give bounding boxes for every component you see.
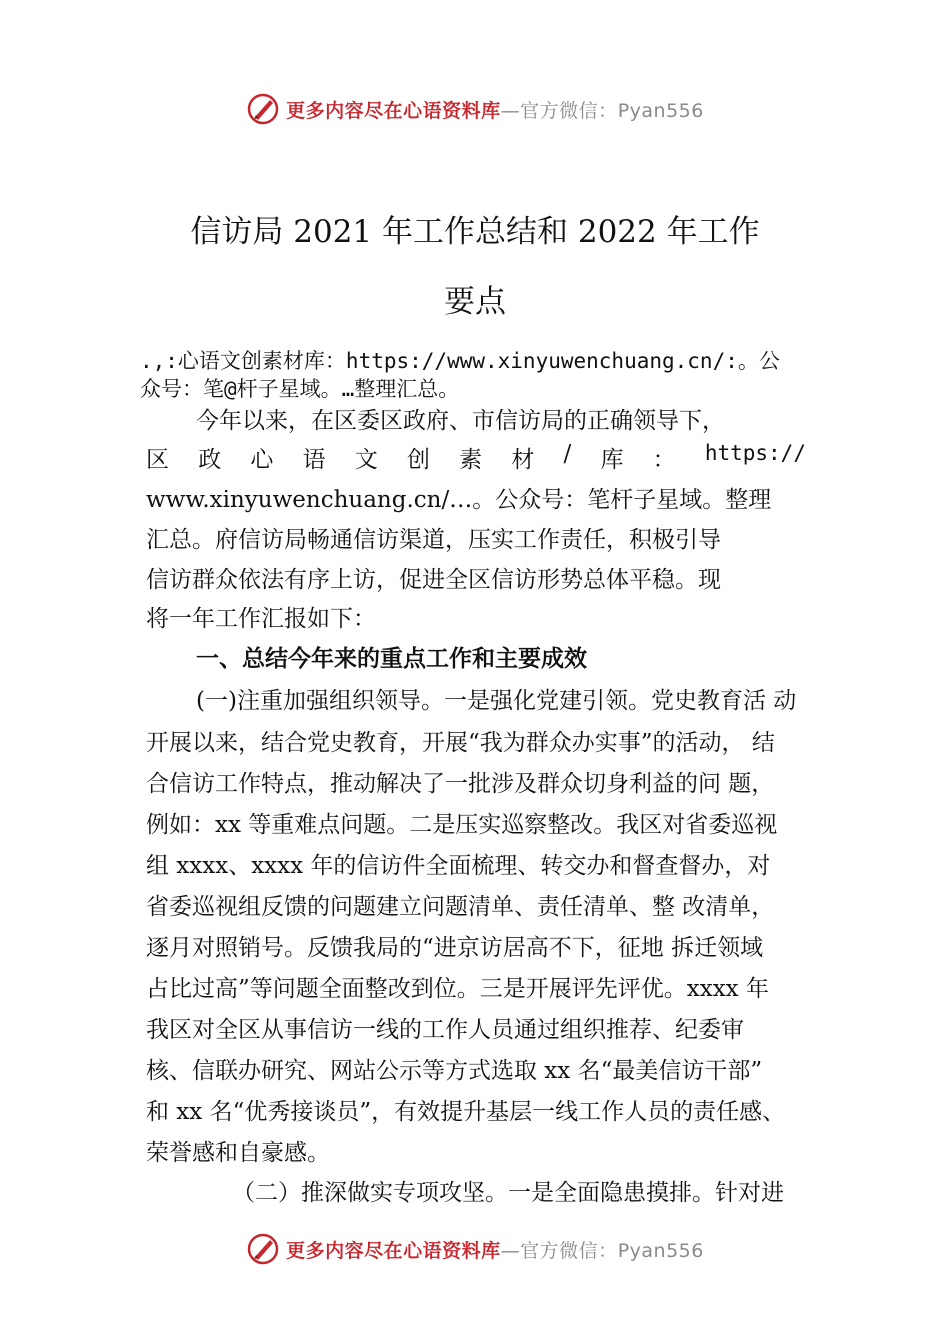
spread-char: 心 bbox=[250, 447, 274, 473]
intro-line6: 将一年工作汇报如下： bbox=[146, 606, 376, 632]
spread-char: https:// bbox=[704, 441, 806, 465]
intro-line3: www.xinyuwenchuang.cn/…。公众号：笔杆子星域。整理 bbox=[146, 487, 772, 513]
para1-line: 省委巡视组反馈的问题建立问题清单、责任清单、整 改清单， bbox=[146, 894, 775, 920]
para1-line: (一)注重加强组织领导。一是强化党建引领。党史教育活 动 bbox=[196, 688, 797, 714]
para1-line: 荣誉感和自豪感。 bbox=[146, 1140, 330, 1166]
watermark-dash: — bbox=[500, 1239, 521, 1262]
watermark-brand: 更多内容尽在心语资料库 bbox=[286, 99, 501, 122]
watermark-brand: 更多内容尽在心语资料库 bbox=[286, 1239, 501, 1262]
watermark-wechat-label: 官方微信： bbox=[520, 99, 618, 122]
para1-line: 组 xxxx、xxxx 年的信访件全面梳理、转交办和督查督办，对 bbox=[146, 853, 771, 879]
intro-line2-spread bbox=[146, 441, 806, 474]
intro-line4: 汇总。府信访局畅通信访渠道，压实工作责任，积极引导 bbox=[146, 527, 721, 553]
source-note-line2: 众号：笔@杆子星域。…整理汇总。 bbox=[140, 377, 460, 401]
intro-line5: 信访群众依法有序上访，促进全区信访形势总体平稳。现 bbox=[146, 567, 721, 593]
spread-char: 创 bbox=[406, 447, 430, 473]
spread-char: 区 bbox=[146, 447, 169, 473]
spread-char: 文 bbox=[354, 447, 378, 473]
pen-circle-logo-icon bbox=[246, 92, 280, 126]
para1-line: 合信访工作特点，推动解决了一批涉及群众切身利益的问 题， bbox=[146, 771, 775, 797]
watermark-text bbox=[286, 1236, 704, 1263]
header-watermark bbox=[0, 92, 950, 132]
section1-heading: 一、总结今年来的重点工作和主要成效 bbox=[196, 646, 587, 672]
spread-char: 材 bbox=[511, 447, 535, 473]
spread-char: 语 bbox=[302, 447, 326, 473]
source-note-line1: .,:心语文创素材库：https://www.xinyuwenchuang.cn/:。公 bbox=[140, 349, 780, 373]
para1-line: 核、信联办研究、网站公示等方式选取 xx 名“最美信访干部” bbox=[146, 1058, 763, 1084]
para1-line: 开展以来，结合党史教育，开展“我为群众办实事”的活动， 结 bbox=[146, 730, 775, 756]
spread-char: / bbox=[563, 441, 572, 467]
footer-watermark bbox=[0, 1232, 950, 1272]
spread-char: 库 bbox=[600, 447, 624, 473]
watermark-wechat-id: Pyan556 bbox=[617, 99, 704, 122]
para1-line: 例如：xx 等重难点问题。二是压实巡察整改。我区对省委巡视 bbox=[146, 812, 778, 838]
watermark-wechat-label: 官方微信： bbox=[520, 1239, 618, 1262]
pen-circle-logo-icon bbox=[246, 1232, 280, 1266]
intro-line1: 今年以来，在区委区政府、市信访局的正确领导下， bbox=[196, 408, 725, 434]
para2-line1: （二）推深做实专项攻坚。一是全面隐患摸排。针对进 bbox=[232, 1180, 784, 1206]
spread-char: 素 bbox=[459, 447, 483, 473]
para1-line: 逐月对照销号。反馈我局的“进京访居高不下，征地 拆迁领域 bbox=[146, 935, 764, 961]
document-title-line1: 信访局 2021 年工作总结和 2022 年工作 bbox=[190, 214, 760, 250]
watermark-text bbox=[286, 96, 704, 123]
spread-char: ： bbox=[652, 447, 676, 473]
spread-char: 政 bbox=[198, 447, 222, 473]
para1-line: 我区对全区从事信访一线的工作人员通过组织推荐、纪委审 bbox=[146, 1017, 744, 1043]
para1-line: 占比过高”等问题全面整改到位。三是开展评先评优。xxxx 年 bbox=[146, 976, 769, 1002]
document-title-line2: 要点 bbox=[444, 284, 506, 320]
para1-line: 和 xx 名“优秀接谈员”，有效提升基层一线工作人员的责任感、 bbox=[146, 1099, 786, 1125]
watermark-dash: — bbox=[500, 99, 521, 122]
watermark-wechat-id: Pyan556 bbox=[617, 1239, 704, 1262]
